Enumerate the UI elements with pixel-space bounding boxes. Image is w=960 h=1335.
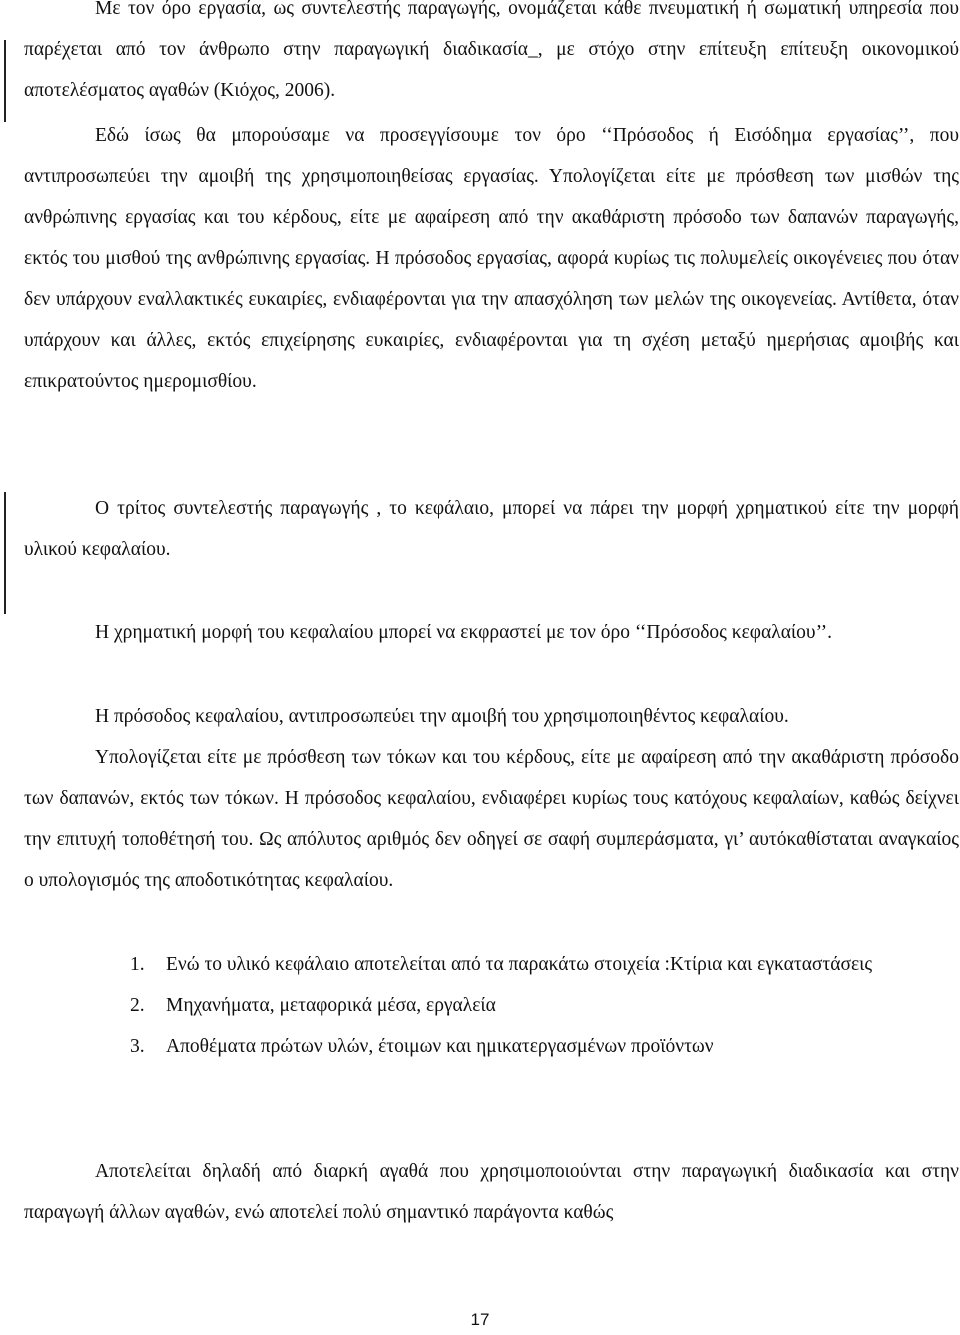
paragraph: Υπολογίζεται είτε με πρόσθεση των τόκων και του κέρδους, είτε με αφαίρεση από την ακαθάριστη πρόσοδο των δαπανών, εκτός των τόκων. Η πρόσοδος κεφαλαίου, ενδιαφέρει κυρίως τους κατόχους κεφαλαίων, καθώς δείχνει την επιτυχή τοποθέτησή του. Ως απόλυτος αριθμός δεν οδηγεί σε σαφή συμπεράσματα, γι’ αυτόκαθίσταται αναγκαίος ο υπολογισμός της αποδοτικότητας κεφαλαίου. <box>24 747 959 891</box>
revision-bar <box>4 492 6 614</box>
list-item <box>130 985 960 1026</box>
paragraph: Η χρηματική μορφή του κεφαλαίου μπορεί να εκφραστεί με τον όρο ‘‘Πρόσοδος κεφαλαίου’’. <box>95 622 832 643</box>
list-item-text: Αποθέματα πρώτων υλών, έτοιμων και ημικατεργασμένων προϊόντων <box>166 1036 714 1057</box>
paragraph: Εδώ ίσως θα μπορούσαμε να προσεγγίσουμε τον όρο ‘‘Πρόσοδος ή Εισόδημα εργασίας’’, που αντιπροσωπεύει την αμοιβή της χρησιμοποιηθείσας εργασίας. Υπολογίζεται είτε με πρόσθεση των μισθών της ανθρώπινης εργασίας και του κέρδους, είτε με αφαίρεση από την ακαθάριστη πρόσοδο των δαπανών παραγωγής, εκτός του μισθού της ανθρώπινης εργασίας. Η πρόσοδος εργασίας, αφορά κυρίως τις πολυμελείς οικογένειες που όταν δεν υπάρχουν εναλλακτικές ευκαιρίες, ενδιαφέρονται για την απασχόληση των μελών της οικογενείας. Αντίθετα, όταν υπάρχουν και άλλες, εκτός επιχείρησης ευκαιρίες, ενδιαφέρονται για τη σχέση μεταξύ ημερήσιας αμοιβής και επικρατούντος ημερομισθίου. <box>24 125 959 392</box>
paragraph: Ο τρίτος συντελεστής παραγωγής , το κεφάλαιο, μπορεί να πάρει την μορφή χρηματικού είτε την μορφή υλικού κεφαλαίου. <box>24 498 959 560</box>
revision-bar <box>4 40 6 122</box>
list-number: 2. <box>130 995 145 1016</box>
list-number: 1. <box>130 954 145 975</box>
list-item <box>130 1026 960 1067</box>
page-number: 17 <box>470 1310 490 1329</box>
list-number: 3. <box>130 1036 145 1057</box>
numbered-list <box>130 944 960 1067</box>
paragraph: Με τον όρο εργασία, ως συντελεστής παραγωγής, ονομάζεται κάθε πνευματική ή σωματική υπηρεσία που παρέχεται από τον άνθρωπο στην παραγωγική διαδικασία_, με στόχο στην επίτευξη επίτευξη οικονομικού αποτελέσματος αγαθών (Κιόχος, 2006). <box>24 0 959 101</box>
paragraph: Αποτελείται δηλαδή από διαρκή αγαθά που χρησιμοποιούνται στην παραγωγική διαδικασία και στην παραγωγή άλλων αγαθών, ενώ αποτελεί πολύ σημαντικό παράγοντα καθώς <box>24 1161 959 1223</box>
list-item <box>130 944 960 985</box>
list-item-text: Ενώ το υλικό κεφάλαιο αποτελείται από τα παρακάτω στοιχεία :Κτίρια και εγκαταστάσεις <box>166 954 873 975</box>
paragraph: Η πρόσοδος κεφαλαίου, αντιπροσωπεύει την αμοιβή του χρησιμοποιηθέντος κεφαλαίου. <box>95 706 789 727</box>
list-item-text: Μηχανήματα, μεταφορικά μέσα, εργαλεία <box>166 995 496 1016</box>
